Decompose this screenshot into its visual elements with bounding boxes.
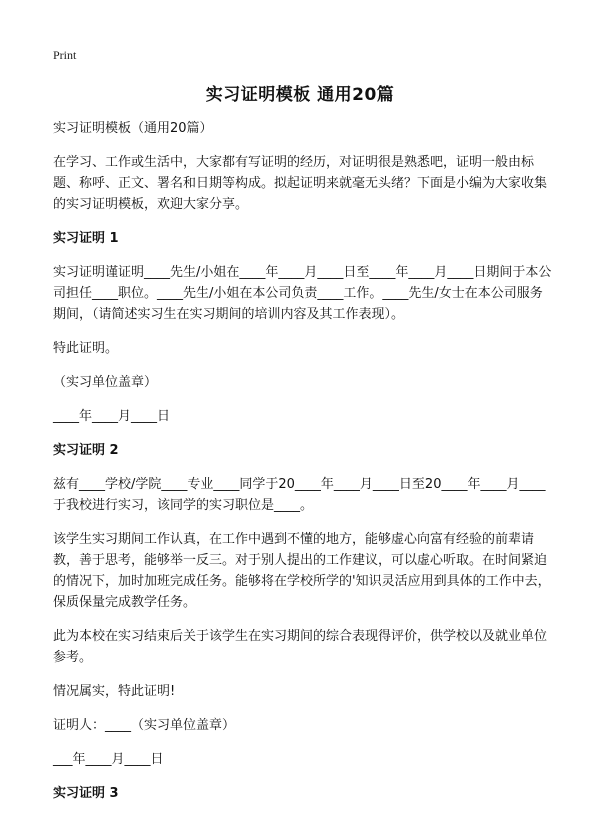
section-heading-2: 实习证明 2 [53, 443, 119, 458]
section-1-body: 实习证明谨证明____先生/小姐在____年____月____日至____年____月____日期间于本公司担任____职位。____先生/小姐在本公司负责____工作。____先生/女士在本公司服务期间，（请简述实习生在实习期间的培训内容及其工作表现）。 [53, 265, 552, 322]
section-2-evaluation: 该学生实习期间工作认真，在工作中遇到不懂的地方，能够虚心向富有经验的前辈请教，善于思考，能够举一反三。对于别人提出的工作建议，可以虚心听取。在时间紧迫的情况下，加时加班完成任务。能够将在学校所学的'知识灵活应用到具体的工作中去，保质保量完成教学任务。 [53, 532, 551, 610]
section-1-seal: （实习单位盖章） [53, 375, 158, 390]
section-1-closing: 特此证明。 [53, 341, 119, 356]
section-2-body: 兹有____学校/学院____专业____同学于20____年____月____日至20____年____月____于我校进行实习，该同学的实习职位是____。 [53, 477, 546, 513]
section-2-closing: 情况属实，特此证明! [53, 684, 176, 699]
document-subtitle: 实习证明模板（通用20篇） [53, 121, 213, 136]
section-2-summary: 此为本校在实习结束后关于该学生在实习期间的综合表现得评价，供学校以及就业单位参考。 [53, 629, 548, 665]
section-heading-3: 实习证明 3 [53, 786, 119, 801]
print-link[interactable]: Print [53, 48, 77, 62]
section-2-date: ___年____月____日 [53, 752, 164, 767]
document-body [53, 118, 553, 817]
section-heading-1: 实习证明 1 [53, 231, 119, 246]
section-2-certifier: 证明人：____（实习单位盖章） [53, 718, 236, 733]
intro-paragraph: 在学习、工作或生活中，大家都有写证明的经历，对证明很是熟悉吧，证明一般由标题、称呼、正文、署名和日期等构成。拟起证明来就毫无头绪？下面是小编为大家收集的实习证明模板，欢迎大家分享。 [53, 155, 548, 212]
section-1-date: ____年____月____日 [53, 409, 171, 424]
page-title: 实习证明模板 通用20篇 [205, 85, 395, 105]
